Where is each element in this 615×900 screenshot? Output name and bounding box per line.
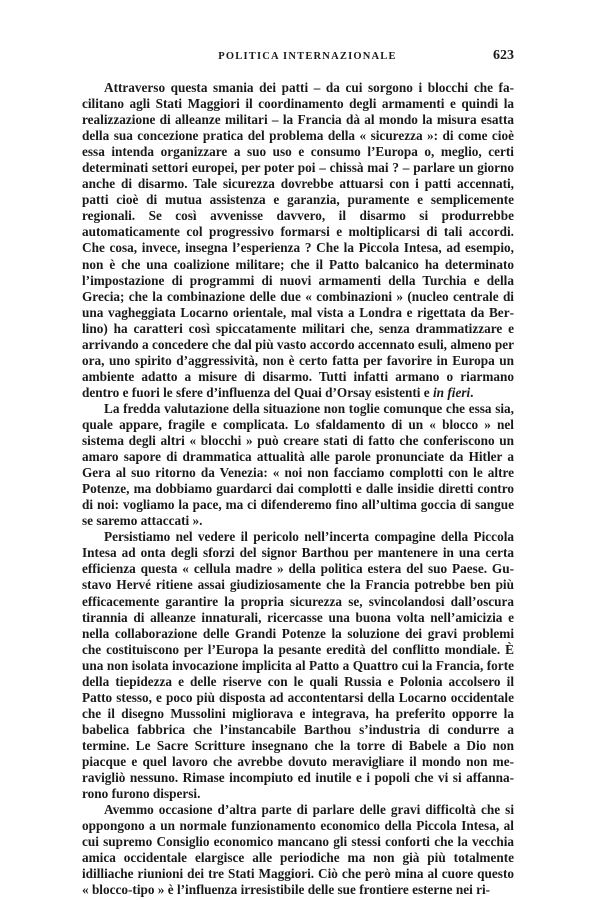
paragraph-1-text: Attraverso questa smania dei patti – da cui sorgono i blocchi che facilitano agli Stati Maggiori il coordinamento degli armamenti e quindi la realizzazione di alleanze militari – la Francia dà al mondo la misura esatta della sua concezione pratica del problema della « sicurezza »: di come cioè essa intenda organizzare a suo uso e consumo l’Europa o, meglio, certi determinati settori europei, per poter poi – chissà mai ? – parlare un giorno anche di disarmo. Tale sicurezza dovrebbe attuarsi con i patti accennati, patti cioè di mutua assistenza e garanzia, puramente e semplicemente regionali. Se così avvenisse davvero, il disarmo si produrrebbe automaticamente col progressivo formarsi e moltiplicarsi di tali accordi. Che cosa, invece, insegna l’esperienza ? Che la Piccola Intesa, ad esempio, non è che una coalizione militare; che il Patto balcanico ha determinato l’impostazione di programmi di nuovi armamenti della Turchia e della Grecia; che la combinazione delle due « combinazioni » (nucleo centrale di una vagheggiata Locarno orientale, mal vista a Londra e rigettata da Berlino) ha caratteri così spiccatamente militari che, senza drammatizzare e arrivando a concedere che dal più vasto accordo accennato esuli, almeno per ora, uno spirito d’aggressività, non è certo fatta per favorire in Europa un ambiente adatto a misure di disarmo. Tutti infatti armano o riarmano dentro e fuori le sfere d’influenza del Quai d’Orsay esistenti e xyxy=(82,80,514,400)
paragraph-2: La fredda valutazione della situazione non toglie comunque che essa sia, quale appare, fragile e complicata. Lo sfaldamento di un « blocco » nel sistema degli altri « blocchi » può creare stati di fatto che conferiscono un amaro sapore di drammatica attualità alle parole pronunciate da Hitler a Gera al suo ritorno da Venezia: « noi non facciamo complotti con le altre Potenze, ma dobbiamo guardarci dai complotti e dalle insidie diretti contro di noi: vogliamo la pace, ma ci difenderemo fino all’ultima goccia di sangue se saremo attaccati ». xyxy=(82,400,514,529)
running-title: POLITICA INTERNAZIONALE xyxy=(218,51,397,62)
body-text xyxy=(82,80,514,898)
paragraph-3: Persistiamo nel vedere il pericolo nell’incerta compagine della Piccola Intesa ad onta degli sforzi del signor Barthou per mantenere in una certa efficienza questa « cellula madre » della politica estera del suo Paese. Gustavo Hervé ritiene assai giudiziosamente che la Francia potrebbe ben più efficacemente garantire la propria sicurezza se, svincolandosi dall’oscura tirannia di alleanze innaturali, ricercasse una buona volta nell’amicizia e nella collaborazione delle Grandi Potenze la soluzione dei gravi problemi che costituiscono per l’Europa la pesante eredità del conflitto mondiale. È una non isolata invocazione implicita al Patto a Quattro cui la Francia, forte della tiepidezza e delle riserve con le quali Russia e Polonia accolsero il Patto stesso, e poco più disposta ad accontentarsi della Locarno occidentale che il disegno Mussolini migliorava e integrava, ha preferito opporre la babelica fabbrica che l’instancabile Barthou s’industria di condurre a termine. Le Sacre Scritture insegnano che la torre di Babele a Dio non piacque e quel lavoro che avrebbe dovuto meravigliare il mondo non meravigliò nessuno. Rimase incompiuto ed inutile e i popoli che vi si affannarono furono dispersi. xyxy=(82,529,514,802)
paragraph-4: Avemmo occasione d’altra parte di parlare delle gravi difficoltà che si oppongono a un normale funzionamento economico della Piccola Intesa, al cui supremo Consiglio economico mancano gli stessi conforti che la vecchia amica occidentale elargisce alle periodiche ma non già più totalmente idilliache riunioni dei tre Stati Maggiori. Ciò che però mina al cuore questo « blocco-tipo » è l’influenza irresistibile delle sue frontiere esterne nei ri- xyxy=(82,802,514,898)
page-number: 623 xyxy=(493,48,514,63)
running-head xyxy=(82,48,514,70)
page xyxy=(82,48,514,898)
paragraph-1-italic: in fieri xyxy=(432,384,471,400)
paragraph-1 xyxy=(82,80,514,401)
paragraph-1-tail: . xyxy=(470,384,474,400)
